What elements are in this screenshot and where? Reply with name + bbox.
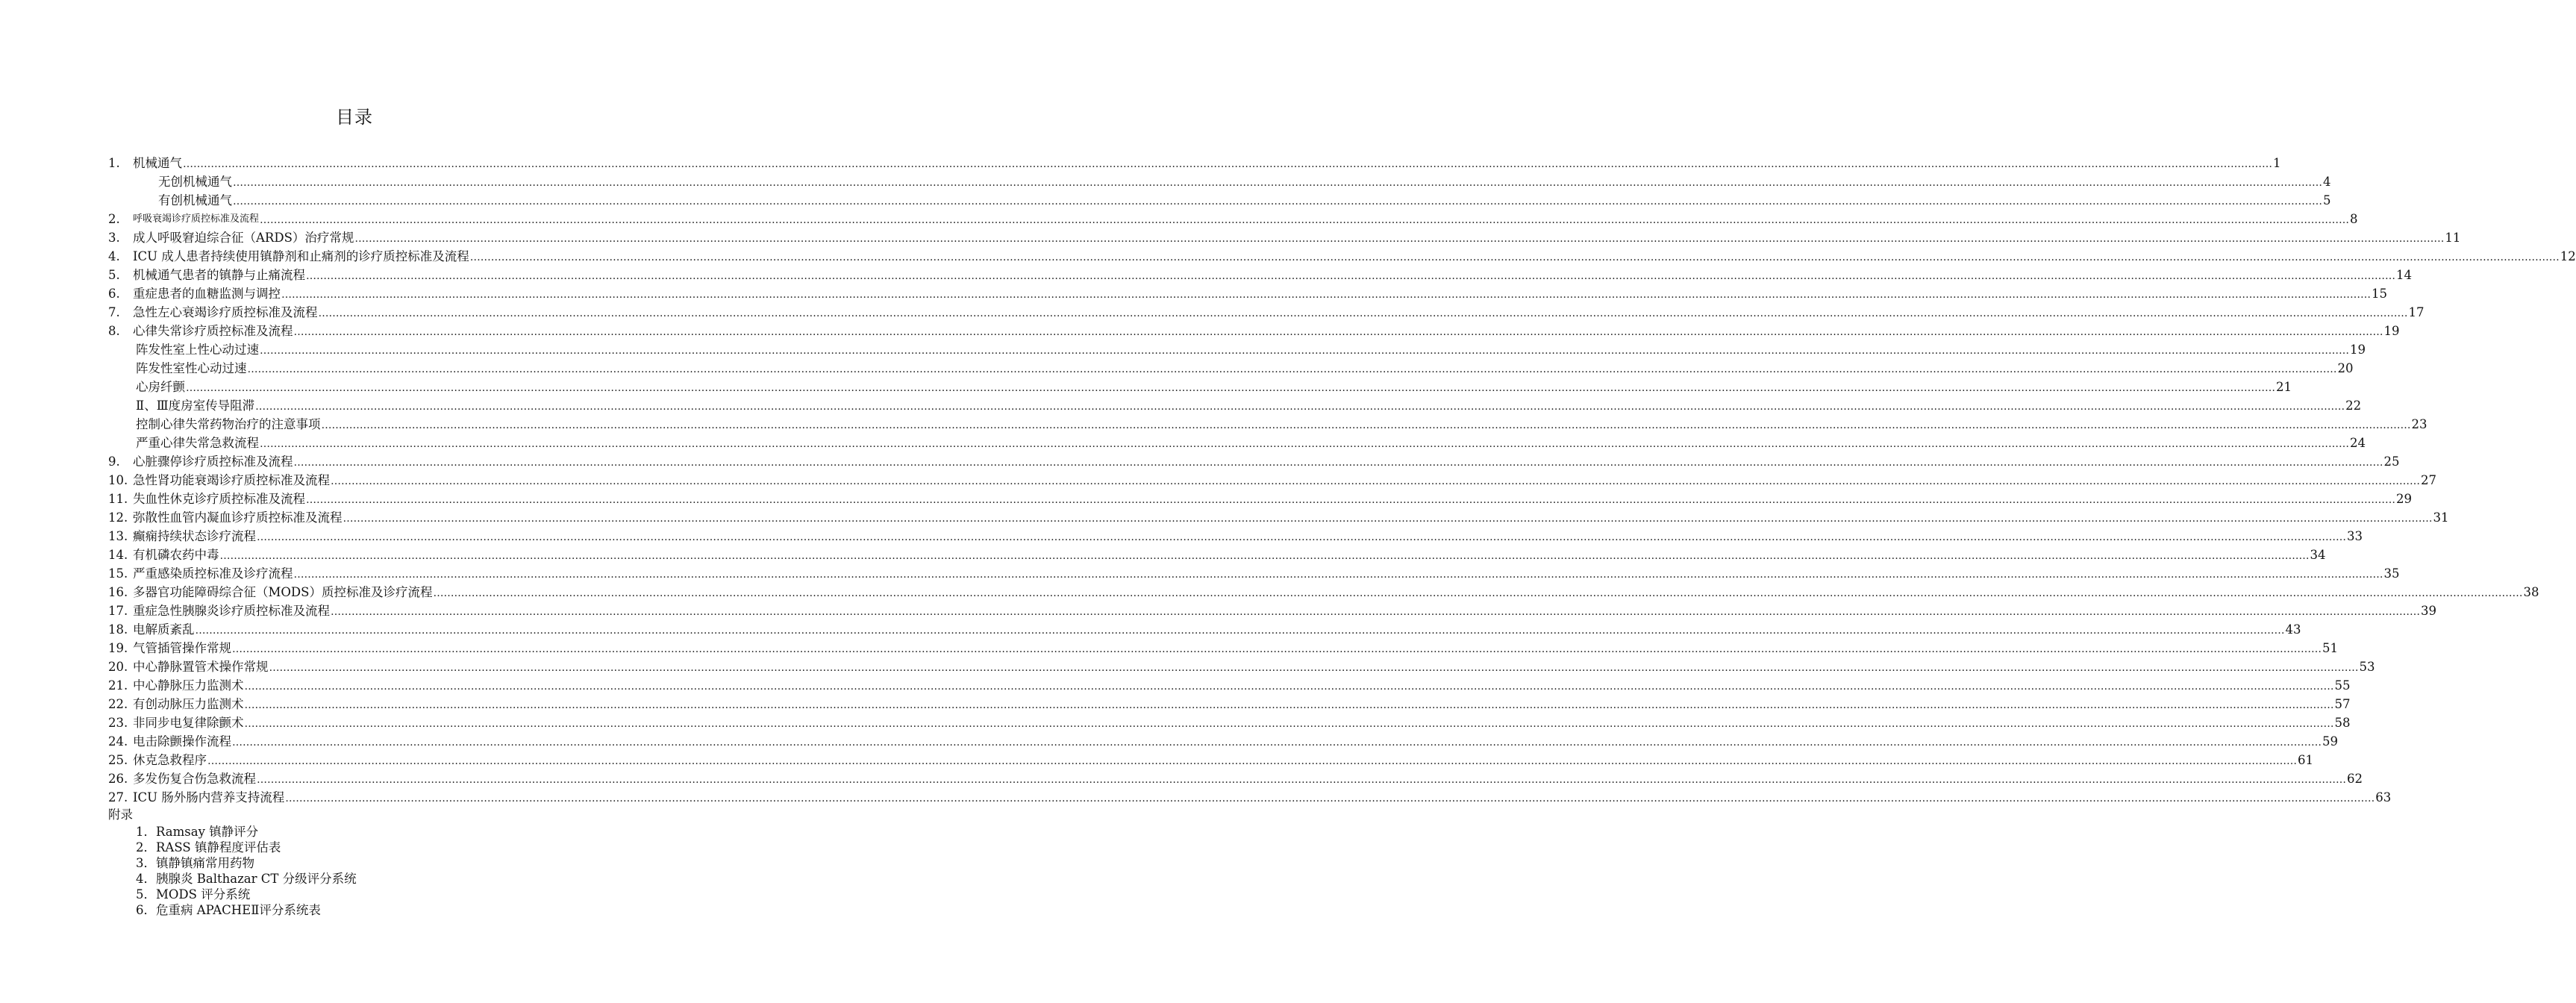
toc-entry-number: 3. bbox=[108, 231, 120, 245]
toc-entry-number: 11. bbox=[108, 492, 128, 506]
toc-entry-title: 成人呼吸窘迫综合征（ARDS）治疗常规 bbox=[133, 231, 354, 245]
toc-entry-title: 心律失常诊疗质控标准及流程 bbox=[133, 324, 293, 338]
toc-entry[interactable] bbox=[0, 227, 2461, 246]
toc-entry-page: 24 bbox=[2350, 436, 2366, 450]
toc-entry-number: 17. bbox=[108, 604, 128, 618]
toc-entry[interactable] bbox=[0, 544, 2326, 563]
toc-entry[interactable] bbox=[0, 283, 2387, 301]
dot-leader: …………………………………………………………………………………………………………………………………………………………………………………………………………………………………………………………………………………………………………………………………………………………………………………………………………………………………………………………………………………………………………………………………………………… bbox=[433, 587, 2523, 599]
toc-entry[interactable] bbox=[0, 749, 2313, 768]
toc-entry-title: 心房纤颤 bbox=[136, 380, 185, 394]
dot-leader: …………………………………………………………………………………………………………………………………………………………………………………………………………………………………………………………………………………………………………………………………………………………………………………………………………………………………………………………………………………………………………………………………………………… bbox=[260, 345, 2349, 357]
toc-entry-number: 8. bbox=[108, 324, 120, 338]
toc-entry-page: 12 bbox=[2560, 249, 2576, 263]
toc-entry-page: 8 bbox=[2350, 212, 2358, 226]
toc-entry-title: 机械通气患者的镇静与止痛流程 bbox=[133, 268, 305, 282]
dot-leader: …………………………………………………………………………………………………………………………………………………………………………………………………………………………………………………………………………………………………………………………………………………………………………………………………………………………………………………………………………………………………………………………………………………… bbox=[293, 457, 2383, 469]
toc-entry-page: 1 bbox=[2273, 156, 2281, 170]
dot-leader: …………………………………………………………………………………………………………………………………………………………………………………………………………………………………………………………………………………………………………………………………………………………………………………………………………………………………………………………………………………………………………………………………………………… bbox=[318, 307, 2408, 319]
toc-entry-number: 12. bbox=[108, 510, 128, 525]
toc-entry-number: 27. bbox=[108, 790, 128, 804]
toc-entry-number: 9. bbox=[108, 454, 120, 469]
toc-entry-title: 呼吸衰竭诊疗质控标准及流程 bbox=[133, 213, 260, 225]
toc-entry-page: 53 bbox=[2359, 660, 2375, 674]
dot-leader: …………………………………………………………………………………………………………………………………………………………………………………………………………………………………………………………………………………………………………………………………………………………………………………………………………………………………………………………………………………………………………………………………………………… bbox=[195, 625, 2285, 637]
toc-entry-number: 13. bbox=[108, 529, 128, 543]
toc-entry[interactable] bbox=[0, 246, 2576, 264]
toc-entry[interactable] bbox=[0, 768, 2363, 787]
dot-leader: …………………………………………………………………………………………………………………………………………………………………………………………………………………………………………………………………………………………………………………………………………………………………………………………………………………………………………………………………………………………………………………………………………………… bbox=[247, 363, 2337, 375]
dot-leader: …………………………………………………………………………………………………………………………………………………………………………………………………………………………………………………………………………………………………………………………………………………………………………………………………………………………………………………………………………………………………………………………………………………… bbox=[257, 531, 2346, 543]
toc-entry-title: Ⅱ、Ⅲ度房室传导阻滞 bbox=[136, 399, 255, 413]
toc-entry-title: 阵发性室性心动过速 bbox=[136, 361, 247, 375]
toc-entry-number: 24. bbox=[108, 734, 128, 749]
toc-entry-number: 20. bbox=[108, 660, 128, 674]
toc-entry[interactable] bbox=[0, 339, 2366, 357]
toc-entry-title: ICU 肠外肠内营养支持流程 bbox=[133, 790, 285, 804]
toc-entry-title: 多发伤复合伤急救流程 bbox=[133, 772, 256, 786]
appendix-label: 附录 bbox=[108, 807, 133, 822]
toc-entry-page: 19 bbox=[2383, 324, 2400, 338]
appendix-item[interactable]: 2．RASS 镇静程度评估表 bbox=[136, 840, 281, 854]
toc-entry-number: 22. bbox=[108, 697, 128, 711]
toc-entry-title: 严重感染质控标准及诊疗流程 bbox=[133, 566, 293, 581]
toc-entry[interactable] bbox=[0, 190, 2331, 208]
toc-entry[interactable] bbox=[0, 376, 2292, 395]
toc-entry[interactable] bbox=[0, 619, 2301, 637]
dot-leader: …………………………………………………………………………………………………………………………………………………………………………………………………………………………………………………………………………………………………………………………………………………………………………………………………………………………………………………………………………………………………………………………………………………… bbox=[232, 643, 2322, 655]
dot-leader: …………………………………………………………………………………………………………………………………………………………………………………………………………………………………………………………………………………………………………………………………………………………………………………………………………………………………………………………………………………………………………………………………………………… bbox=[331, 475, 2420, 487]
toc-entry-page: 5 bbox=[2323, 193, 2331, 207]
toc-entry[interactable] bbox=[0, 395, 2362, 413]
toc-entry-page: 15 bbox=[2372, 287, 2387, 301]
dot-leader: …………………………………………………………………………………………………………………………………………………………………………………………………………………………………………………………………………………………………………………………………………………………………………………………………………………………………………………………………………………………………………………………………………………… bbox=[260, 214, 2350, 226]
toc-entry-page: 43 bbox=[2285, 622, 2301, 637]
toc-entry-number: 2. bbox=[108, 212, 120, 226]
toc-entry-page: 33 bbox=[2347, 529, 2363, 543]
toc-entry-number: 14. bbox=[108, 548, 128, 562]
dot-leader: …………………………………………………………………………………………………………………………………………………………………………………………………………………………………………………………………………………………………………………………………………………………………………………………………………………………………………………………………………………………………………………………………………………… bbox=[354, 233, 2445, 245]
toc-entry-title: 多器官功能障碍综合征（MODS）质控标准及诊疗流程 bbox=[133, 585, 433, 599]
toc-entry-number: 19. bbox=[108, 641, 128, 655]
toc-entry[interactable] bbox=[0, 731, 2338, 749]
dot-leader: …………………………………………………………………………………………………………………………………………………………………………………………………………………………………………………………………………………………………………………………………………………………………………………………………………………………………………………………………………………………………………………………………………………… bbox=[186, 382, 2275, 394]
toc-entry-title: 失血性休克诊疗质控标准及流程 bbox=[133, 492, 305, 506]
toc-entry-page: 63 bbox=[2375, 790, 2392, 804]
toc-entry-page: 22 bbox=[2345, 399, 2362, 413]
appendix-item[interactable]: 1．Ramsay 镇静评分 bbox=[136, 825, 259, 839]
dot-leader: …………………………………………………………………………………………………………………………………………………………………………………………………………………………………………………………………………………………………………………………………………………………………………………………………………………………………………………………………………………………………………………………………………………… bbox=[255, 401, 2345, 413]
toc-entry-page: 59 bbox=[2322, 734, 2338, 749]
dot-leader: …………………………………………………………………………………………………………………………………………………………………………………………………………………………………………………………………………………………………………………………………………………………………………………………………………………………………………………………………………………………………………………………………………………… bbox=[285, 793, 2375, 804]
toc-entry[interactable] bbox=[0, 656, 2375, 675]
toc-entry[interactable] bbox=[0, 413, 2427, 432]
toc-entry[interactable] bbox=[0, 563, 2400, 581]
toc-entry[interactable] bbox=[0, 171, 2331, 190]
toc-entry-page: 39 bbox=[2421, 604, 2436, 618]
toc-entry-page: 34 bbox=[2310, 548, 2326, 562]
toc-entry-title: 重症患者的血糖监测与调控 bbox=[133, 287, 281, 301]
toc-entry-title: 阵发性室上性心动过速 bbox=[136, 343, 259, 357]
dot-leader: …………………………………………………………………………………………………………………………………………………………………………………………………………………………………………………………………………………………………………………………………………………………………………………………………………………………………………………………………………………………………………………………………………………… bbox=[244, 681, 2334, 693]
toc-entry-page: 25 bbox=[2383, 454, 2400, 469]
toc-entry-title: 中心静脉置管术操作常规 bbox=[133, 660, 269, 674]
toc-entry-number: 16. bbox=[108, 585, 128, 599]
dot-leader: …………………………………………………………………………………………………………………………………………………………………………………………………………………………………………………………………………………………………………………………………………………………………………………………………………………………………………………………………………………………………………………………………………………… bbox=[183, 158, 2272, 170]
toc-entry[interactable] bbox=[0, 488, 2412, 507]
toc-entry[interactable] bbox=[0, 264, 2412, 283]
toc-entry-number: 10. bbox=[108, 473, 128, 487]
toc-entry-title: 中心静脉压力监测术 bbox=[133, 678, 244, 693]
toc-entry[interactable] bbox=[0, 451, 2400, 469]
toc-entry-title: 有创机械通气 bbox=[158, 193, 232, 207]
dot-leader: …………………………………………………………………………………………………………………………………………………………………………………………………………………………………………………………………………………………………………………………………………………………………………………………………………………………………………………………………………………………………………………………………………………… bbox=[331, 606, 2420, 618]
dot-leader: …………………………………………………………………………………………………………………………………………………………………………………………………………………………………………………………………………………………………………………………………………………………………………………………………………………………………………………………………………………………………………………………………………………… bbox=[232, 737, 2322, 749]
toc-entry-title: 有机磷农药中毒 bbox=[133, 548, 219, 562]
toc-entry[interactable] bbox=[0, 600, 2436, 619]
page-title: 目录 bbox=[336, 107, 373, 128]
toc-entry-title: 心脏骤停诊疗质控标准及流程 bbox=[133, 454, 293, 469]
toc-entry-number: 6. bbox=[108, 287, 120, 301]
dot-leader: …………………………………………………………………………………………………………………………………………………………………………………………………………………………………………………………………………………………………………………………………………………………………………………………………………………………………………………………………………………………………………………………………………………… bbox=[207, 755, 2297, 767]
toc-entry-number: 21. bbox=[108, 678, 128, 693]
toc-entry[interactable] bbox=[0, 152, 2281, 171]
toc-entry-title: ICU 成人患者持续使用镇静剂和止痛剂的诊疗质控标准及流程 bbox=[133, 249, 469, 263]
toc-entry-page: 58 bbox=[2334, 716, 2351, 730]
toc-entry-title: 机械通气 bbox=[133, 156, 182, 170]
toc-entry[interactable] bbox=[0, 787, 2392, 805]
toc-entry-page: 62 bbox=[2347, 772, 2363, 786]
toc-entry-page: 35 bbox=[2383, 566, 2400, 581]
toc-entry-title: 电解质紊乱 bbox=[133, 622, 195, 637]
toc-entry-number: 26. bbox=[108, 772, 128, 786]
toc-entry[interactable] bbox=[0, 507, 2449, 525]
toc-entry-page: 51 bbox=[2322, 641, 2338, 655]
dot-leader: …………………………………………………………………………………………………………………………………………………………………………………………………………………………………………………………………………………………………………………………………………………………………………………………………………………………………………………………………………………………………………………………………………………… bbox=[244, 699, 2334, 711]
dot-leader: …………………………………………………………………………………………………………………………………………………………………………………………………………………………………………………………………………………………………………………………………………………………………………………………………………………………………………………………………………………………………………………………………………………… bbox=[233, 196, 2322, 207]
dot-leader: …………………………………………………………………………………………………………………………………………………………………………………………………………………………………………………………………………………………………………………………………………………………………………………………………………………………………………………………………………………………………………………………………………………… bbox=[260, 438, 2349, 450]
toc-entry[interactable] bbox=[0, 357, 2354, 376]
dot-leader: …………………………………………………………………………………………………………………………………………………………………………………………………………………………………………………………………………………………………………………………………………………………………………………………………………………………………………………………………………………………………………………………………………………… bbox=[469, 251, 2560, 263]
dot-leader: …………………………………………………………………………………………………………………………………………………………………………………………………………………………………………………………………………………………………………………………………………………………………………………………………………………………………………………………………………………………………………………………………………………… bbox=[306, 494, 2395, 506]
toc-entry-title: 气管插管操作常规 bbox=[133, 641, 231, 655]
appendix-item[interactable]: 3．镇静镇痛常用药物 bbox=[136, 856, 254, 870]
toc-entry[interactable] bbox=[0, 208, 2358, 227]
dot-leader: …………………………………………………………………………………………………………………………………………………………………………………………………………………………………………………………………………………………………………………………………………………………………………………………………………………………………………………………………………………………………………………………………………………… bbox=[244, 718, 2334, 730]
toc-entry-title: 严重心律失常急救流程 bbox=[136, 436, 259, 450]
dot-leader: …………………………………………………………………………………………………………………………………………………………………………………………………………………………………………………………………………………………………………………………………………………………………………………………………………………………………………………………………………………………………………………………………………………… bbox=[306, 270, 2395, 282]
dot-leader: …………………………………………………………………………………………………………………………………………………………………………………………………………………………………………………………………………………………………………………………………………………………………………………………………………………………………………………………………………………………………………………………………………………… bbox=[281, 289, 2371, 301]
toc-entry-title: 电击除颤操作流程 bbox=[133, 734, 231, 749]
appendix-item[interactable]: 5．MODS 评分系统 bbox=[136, 887, 251, 902]
toc-entry-page: 20 bbox=[2337, 361, 2354, 375]
appendix-item[interactable]: 6．危重病 APACHEⅡ评分系统表 bbox=[136, 903, 321, 917]
toc-entry-title: 急性肾功能衰竭诊疗质控标准及流程 bbox=[133, 473, 330, 487]
toc-entry[interactable] bbox=[0, 301, 2425, 320]
toc-entry[interactable] bbox=[0, 581, 2539, 600]
dot-leader: …………………………………………………………………………………………………………………………………………………………………………………………………………………………………………………………………………………………………………………………………………………………………………………………………………………………………………………………………………………………………………………………………………………… bbox=[293, 569, 2383, 581]
toc-entry-number: 5. bbox=[108, 268, 120, 282]
toc-entry[interactable] bbox=[0, 469, 2436, 488]
toc-entry-page: 57 bbox=[2334, 697, 2351, 711]
toc-entry-title: 急性左心衰竭诊疗质控标准及流程 bbox=[133, 305, 318, 319]
dot-leader: …………………………………………………………………………………………………………………………………………………………………………………………………………………………………………………………………………………………………………………………………………………………………………………………………………………………………………………………………………………………………………………………………………………… bbox=[269, 662, 2359, 674]
toc-entry-page: 61 bbox=[2298, 753, 2313, 767]
toc-entry-page: 14 bbox=[2396, 268, 2412, 282]
toc-entry-page: 55 bbox=[2334, 678, 2351, 693]
toc-entry-title: 有创动脉压力监测术 bbox=[133, 697, 244, 711]
toc-entry-number: 4. bbox=[108, 249, 120, 263]
toc-entry-title: 弥散性血管内凝血诊疗质控标准及流程 bbox=[133, 510, 343, 525]
toc-entry[interactable] bbox=[0, 693, 2351, 712]
toc-entry-title: 非同步电复律除颤术 bbox=[133, 716, 244, 730]
toc-entry-title: 控制心律失常药物治疗的注意事项 bbox=[136, 417, 321, 431]
toc-entry-title: 无创机械通气 bbox=[158, 175, 232, 189]
toc-entry-title: 癫痫持续状态诊疗流程 bbox=[133, 529, 256, 543]
toc-entry-title: 重症急性胰腺炎诊疗质控标准及流程 bbox=[133, 604, 330, 618]
dot-leader: …………………………………………………………………………………………………………………………………………………………………………………………………………………………………………………………………………………………………………………………………………………………………………………………………………………………………………………………………………………………………………………………………………………… bbox=[257, 774, 2346, 786]
toc-entry[interactable] bbox=[0, 675, 2351, 693]
dot-leader: …………………………………………………………………………………………………………………………………………………………………………………………………………………………………………………………………………………………………………………………………………………………………………………………………………………………………………………………………………………………………………………………………………………… bbox=[321, 419, 2411, 431]
toc-entry-title: 休克急救程序 bbox=[133, 753, 207, 767]
toc-entry-page: 11 bbox=[2445, 231, 2461, 245]
toc-entry-page: 19 bbox=[2350, 343, 2366, 357]
toc-entry-page: 27 bbox=[2421, 473, 2436, 487]
dot-leader: …………………………………………………………………………………………………………………………………………………………………………………………………………………………………………………………………………………………………………………………………………………………………………………………………………………………………………………………………………………………………………………………………………………… bbox=[233, 177, 2322, 189]
toc-entry-number: 15. bbox=[108, 566, 128, 581]
toc-entry[interactable] bbox=[0, 432, 2366, 451]
dot-leader: …………………………………………………………………………………………………………………………………………………………………………………………………………………………………………………………………………………………………………………………………………………………………………………………………………………………………………………………………………………………………………………………………………………… bbox=[343, 513, 2433, 525]
dot-leader: …………………………………………………………………………………………………………………………………………………………………………………………………………………………………………………………………………………………………………………………………………………………………………………………………………………………………………………………………………………………………………………………………………………… bbox=[293, 326, 2383, 338]
toc-entry-page: 17 bbox=[2408, 305, 2425, 319]
toc-entry[interactable] bbox=[0, 637, 2338, 656]
toc-entry-page: 31 bbox=[2433, 510, 2449, 525]
toc-entry[interactable] bbox=[0, 320, 2400, 339]
toc-entry-page: 23 bbox=[2411, 417, 2427, 431]
toc-entry-page: 29 bbox=[2396, 492, 2412, 506]
toc-entry-number: 1. bbox=[108, 156, 120, 170]
toc-entry-number: 25. bbox=[108, 753, 128, 767]
toc-entry-page: 4 bbox=[2323, 175, 2331, 189]
toc-entry[interactable] bbox=[0, 525, 2363, 544]
toc-entry-number: 7. bbox=[108, 305, 120, 319]
toc-entry[interactable] bbox=[0, 712, 2351, 731]
toc-entry-number: 18. bbox=[108, 622, 128, 637]
toc-entry-page: 38 bbox=[2523, 585, 2539, 599]
toc-entry-number: 23. bbox=[108, 716, 128, 730]
dot-leader: …………………………………………………………………………………………………………………………………………………………………………………………………………………………………………………………………………………………………………………………………………………………………………………………………………………………………………………………………………………………………………………………………………………… bbox=[219, 550, 2310, 562]
appendix-item[interactable]: 4．胰腺炎 Balthazar CT 分级评分系统 bbox=[136, 872, 357, 886]
toc-entry-page: 21 bbox=[2276, 380, 2292, 394]
